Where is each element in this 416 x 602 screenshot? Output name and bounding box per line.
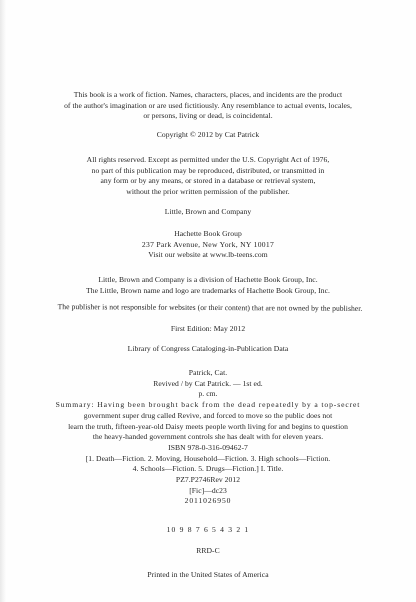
page-edge-shadow (0, 0, 6, 602)
cip-lccn: 2011026950 (184, 496, 232, 506)
fiction-notice-line: or persons, living or dead, is coincidental. (143, 111, 273, 121)
cip-subjects-line: [1. Death—Fiction. 2. Moving, Household—Fiction. 3. High schools—Fiction. (85, 453, 331, 463)
cip-header (20, 344, 396, 355)
fiction-notice-line: of the author's imagination or are used fictitiously. Any resemblance to actual events, locales, (64, 100, 352, 110)
copyright-line (20, 130, 396, 141)
printed-in (20, 570, 396, 581)
printer-code-text: RRD-C (196, 546, 220, 555)
rights-line: without the prior written permission of the publisher. (126, 187, 290, 197)
cip-pages: p. cm. (198, 389, 218, 399)
rights-line: All rights reserved. Except as permitted under the U.S. Copyright Act of 1976, (86, 155, 330, 164)
copyright-text: Copyright © 2012 by Cat Patrick (156, 130, 260, 139)
fiction-notice-line: This book is a work of fiction. Names, characters, places, and incidents are the product (73, 90, 343, 99)
group-address (20, 229, 396, 261)
rights-line: no part of this publication may be reproduced, distributed, or transmitted in (91, 165, 325, 175)
cip-isbn: ISBN 978-0-316-09462-7 (168, 442, 248, 452)
division-line: Little, Brown and Company is a division of Hachette Book Group, Inc. (98, 275, 318, 284)
printer-code (20, 546, 396, 557)
division-notice (20, 275, 396, 296)
cip-header-text: Library of Congress Cataloging-in-Publication Data (127, 344, 289, 353)
cip-subjects-line: 4. Schools—Fiction. 5. Drugs—Fiction.] I. Title. (132, 464, 284, 474)
fiction-notice (20, 90, 396, 122)
division-line: The Little, Brown name and logo are trademarks of Hachette Book Group, Inc. (86, 285, 330, 295)
cip-title: Revived / by Cat Patrick. — 1st ed. (153, 378, 263, 388)
cip-dewey: [Fic]—dc23 (189, 485, 227, 495)
group-name: Hachette Book Group (174, 229, 242, 238)
website-disclaimer (8, 302, 412, 315)
cip-summary-line: Summary: Having been brought back from the dead repeatedly by a top-secret (55, 400, 361, 410)
rights-line: any form or by any means, or stored in a database or retrieval system, (100, 176, 316, 186)
printed-in-text: Printed in the United States of America (147, 570, 269, 579)
cip-summary-line: government super drug called Revive, and forced to move so the public does not (83, 410, 333, 420)
print-line (20, 525, 396, 536)
first-edition-text: First Edition: May 2012 (170, 324, 246, 333)
first-edition (20, 324, 396, 335)
publisher-name (20, 207, 396, 218)
cip-summary-line: the heavy-handed government controls she has dealt with for eleven years. (92, 432, 324, 442)
cip-summary-line: learn the truth, fifteen-year-old Daisy meets people worth living for and begins to question (68, 421, 348, 431)
print-line-text: 10 9 8 7 6 5 4 3 2 1 (166, 525, 250, 534)
group-street: 237 Park Avenue, New York, NY 10017 (141, 239, 275, 249)
cip-author: Patrick, Cat. (188, 368, 228, 377)
cip-data (20, 368, 396, 507)
rights-notice (20, 155, 396, 198)
group-website: Visit our website at www.lb-teens.com (148, 250, 268, 260)
website-disclaimer-text: The publisher is not responsible for websites (or their content) that are not owned by the publisher. (57, 302, 363, 313)
cip-call-number: PZ7.P2746Rev 2012 (175, 475, 241, 485)
publisher-text: Little, Brown and Company (164, 207, 252, 216)
